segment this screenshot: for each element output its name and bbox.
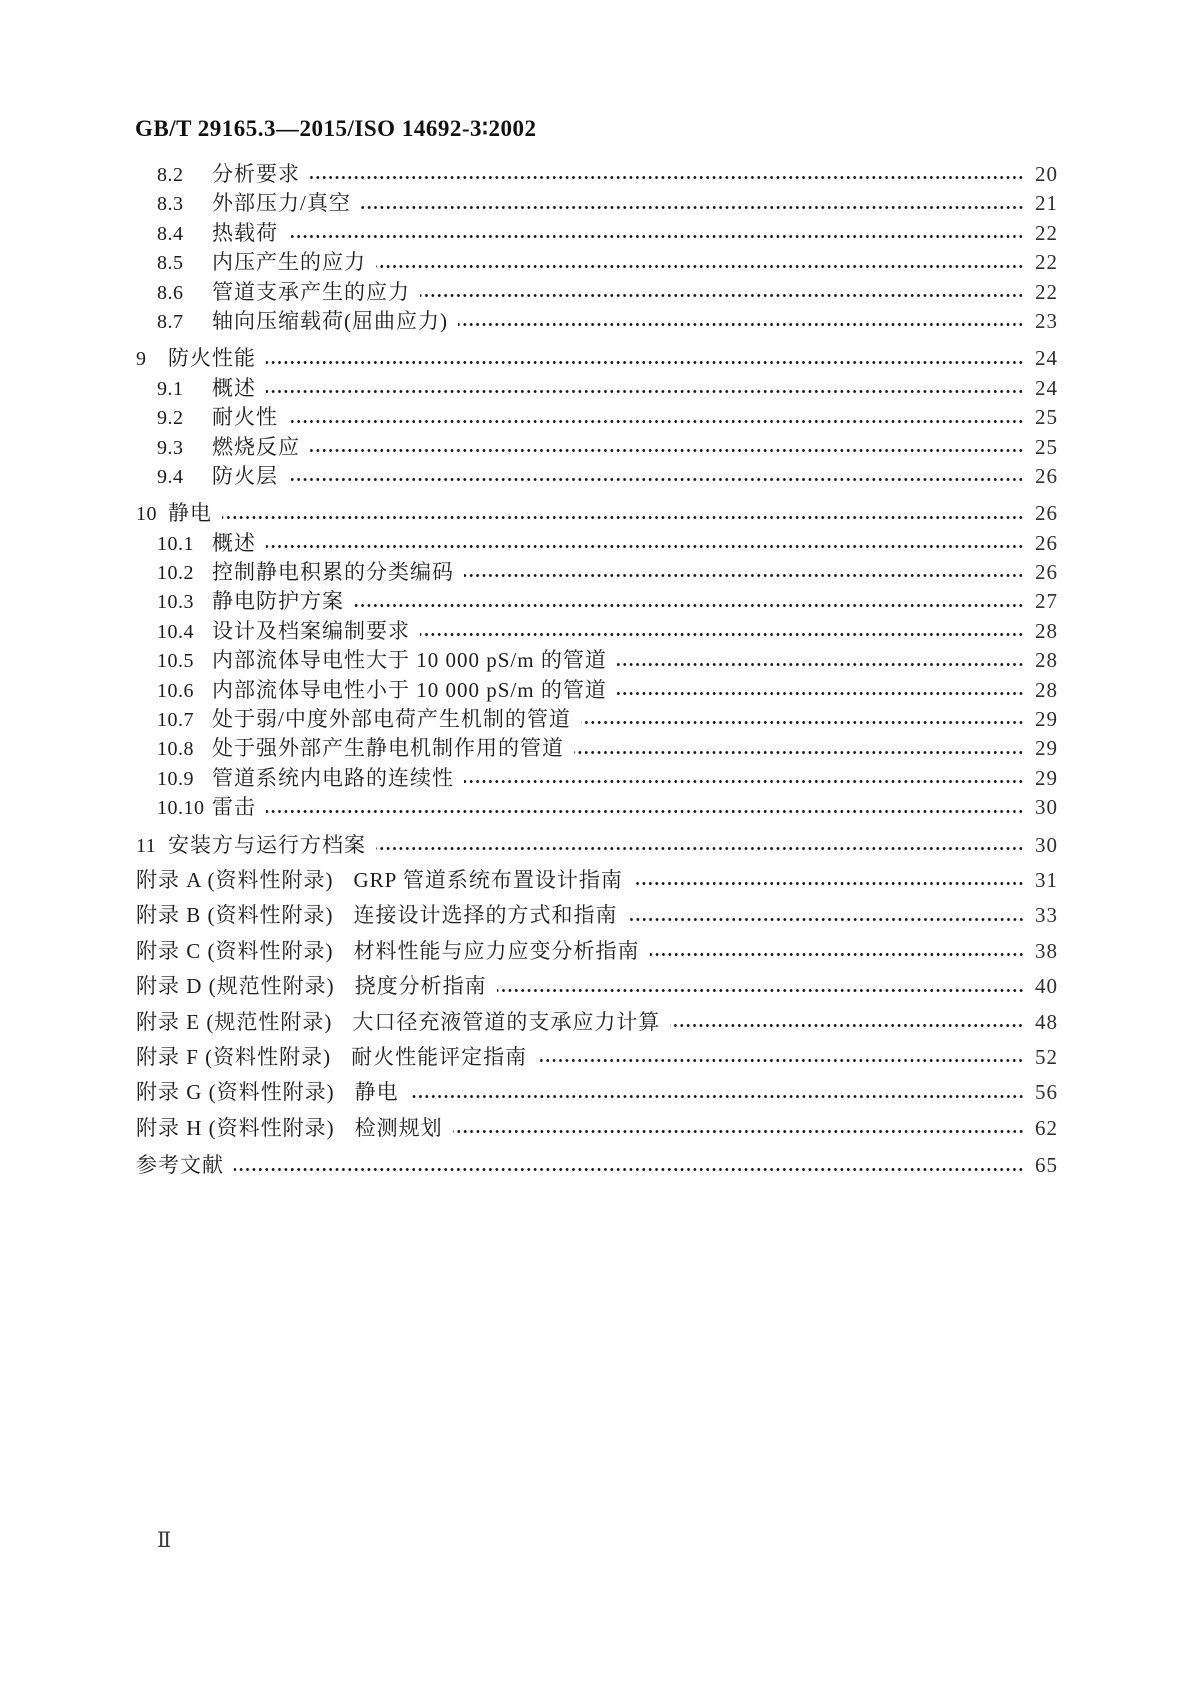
toc-row [136,793,1058,822]
toc-entry-title: 安装方与运行方档案 [168,832,366,857]
toc-entry-page: 52 [1035,1044,1058,1069]
toc-row [136,1151,1058,1180]
toc-entry-number: 10.1 [157,532,194,555]
toc-entry-title: 静电防护方案 [212,589,344,614]
dot-leader [581,720,1024,725]
toc-entry-title: 热载荷 [212,220,278,245]
dot-leader [409,1094,1024,1099]
standard-code-header: GB/T 29165.3—2015/ISO 14692-3∶2002 [135,116,537,141]
dot-leader [420,293,1024,298]
toc-row [136,1078,1058,1107]
toc-row [136,558,1058,587]
toc-entry-page: 56 [1035,1080,1058,1105]
toc-entry-page: 24 [1035,346,1058,371]
toc-entry-number: 10.9 [157,767,194,790]
toc-entry-title: 耐火性能评定指南 [351,1044,528,1069]
toc-entry-number: 9.4 [157,465,184,488]
folio-page-number: Ⅱ [157,1528,172,1552]
toc-entry-title: 内压产生的应力 [212,250,366,275]
dot-leader [537,1058,1024,1063]
toc-entry-page: 30 [1035,832,1058,857]
dot-leader [234,1167,1024,1172]
dot-leader [222,515,1024,520]
toc-entry-page: 30 [1035,795,1058,820]
dot-leader [288,234,1024,239]
toc-entry-title: 静电 [168,501,212,526]
dot-leader [361,205,1024,210]
toc-entry-title: 挠度分析指南 [354,974,487,999]
toc-entry-title: 分析要求 [212,162,300,186]
toc-row [136,676,1058,705]
toc-entry-title: 耐火性 [212,405,278,430]
toc-entry-page: 20 [1035,162,1058,186]
dot-leader [376,846,1024,851]
toc-entry-page: 25 [1035,434,1058,459]
toc-entry-number: 10 [136,503,157,526]
toc-row [136,403,1058,432]
toc-entry-title: 连接设计选择的方式和指南 [353,903,618,928]
toc-entry-title: 防火层 [212,463,278,488]
toc-row [136,764,1058,793]
toc-entry-number: 10.5 [157,650,194,673]
toc-entry-page: 28 [1035,677,1058,702]
toc-entry-number: 8.7 [157,310,184,333]
toc-entry-page: 22 [1035,220,1058,245]
toc-entry-title: 雷击 [212,795,256,820]
toc-entry-page: 48 [1035,1009,1058,1034]
toc-entry-page: 26 [1035,463,1058,488]
table-of-contents [136,160,1058,1181]
toc-entry-number: 附录 B (资料性附录) [136,903,334,928]
toc-entry-page: 26 [1035,560,1058,585]
toc-row [136,248,1058,277]
toc-row [136,462,1058,491]
toc-entry-title: 材料性能与应力应变分析指南 [353,938,640,963]
toc-row [136,433,1058,462]
toc-entry-number: 9.2 [157,407,184,430]
toc-row [136,160,1058,189]
toc-entry-page: 21 [1035,191,1058,216]
toc-entry-page: 29 [1035,765,1058,790]
toc-entry-number: 8.2 [157,164,184,186]
toc-row [136,617,1058,646]
toc-row [136,1043,1058,1072]
toc-entry-page: 26 [1035,501,1058,526]
dot-leader [288,477,1024,482]
dot-leader [376,264,1024,269]
toc-entry-number: 10.4 [157,620,194,643]
toc-row [136,278,1058,307]
toc-row [136,219,1058,248]
dot-leader [628,917,1025,922]
toc-entry-title: 处于强外部产生静电机制作用的管道 [212,736,564,761]
toc-entry-title: 轴向压缩载荷(屈曲应力) [212,308,448,333]
toc-entry-title: 内部流体导电性小于 10 000 pS/m 的管道 [212,677,607,702]
toc-row [136,646,1058,675]
toc-row [136,189,1058,218]
toc-entry-title: 控制静电积累的分类编码 [212,560,454,585]
toc-entry-title: GRP 管道系统布置设计指南 [353,867,623,892]
toc-entry-page: 27 [1035,589,1058,614]
toc-entry-title: 参考文献 [136,1153,224,1178]
toc-row [136,705,1058,734]
toc-entry-title: 管道支承产生的应力 [212,279,410,304]
toc-entry-number: 10.3 [157,591,194,614]
toc-entry-title: 管道系统内电路的连续性 [212,765,454,790]
dot-leader [266,360,1024,365]
toc-entry-page: 29 [1035,736,1058,761]
toc-row [136,972,1058,1001]
toc-entry-page: 40 [1035,974,1058,999]
toc-entry-page: 28 [1035,618,1058,643]
toc-entry-title: 概述 [212,375,256,400]
dot-leader [617,662,1024,667]
toc-row [136,1008,1058,1037]
toc-entry-page: 23 [1035,308,1058,333]
toc-entry-title: 防火性能 [168,346,256,371]
toc-row [136,499,1058,528]
toc-entry-title: 外部压力/真空 [212,191,351,216]
dot-leader [420,632,1024,637]
dot-leader [310,448,1024,453]
toc-entry-title: 处于弱/中度外部电荷产生机制的管道 [212,707,571,732]
toc-entry-page: 29 [1035,707,1058,732]
toc-entry-number: 附录 F (资料性附录) [136,1044,332,1069]
toc-entry-page: 26 [1035,530,1058,555]
toc-row [136,831,1058,860]
toc-row [136,937,1058,966]
toc-entry-page: 38 [1035,938,1058,963]
toc-entry-page: 62 [1035,1115,1058,1140]
toc-entry-title: 检测规划 [354,1115,443,1140]
toc-entry-number: 附录 A (资料性附录) [136,867,334,892]
toc-entry-number: 9.3 [157,436,184,459]
toc-entry-number: 附录 H (资料性附录) [136,1115,335,1140]
toc-entry-title: 设计及档案编制要求 [212,618,410,643]
toc-entry-number: 9 [136,348,147,371]
toc-entry-page: 22 [1035,279,1058,304]
toc-entry-page: 22 [1035,250,1058,275]
toc-row [136,734,1058,763]
toc-entry-title: 静电 [354,1080,399,1105]
toc-entry-number: 10.7 [157,709,194,732]
toc-entry-number: 附录 E (规范性附录) [136,1009,333,1034]
dot-leader [464,573,1024,578]
dot-leader [310,175,1024,180]
toc-entry-number: 8.6 [157,281,184,304]
toc-entry-number: 附录 G (资料性附录) [136,1080,335,1105]
dot-leader [266,544,1024,549]
dot-leader [453,1129,1024,1134]
toc-row [136,901,1058,930]
toc-entry-number: 10.8 [157,738,194,761]
toc-entry-number: 8.5 [157,252,184,275]
toc-row [136,529,1058,558]
toc-entry-number: 11 [136,834,157,857]
toc-entry-page: 28 [1035,648,1058,673]
dot-leader [633,881,1024,886]
dot-leader [288,419,1024,424]
toc-row [136,374,1058,403]
dot-leader [354,603,1024,608]
toc-entry-page: 31 [1035,867,1058,892]
toc-entry-title: 内部流体导电性大于 10 000 pS/m 的管道 [212,648,607,673]
toc-entry-number: 10.6 [157,679,194,702]
toc-entry-page: 24 [1035,375,1058,400]
toc-entry-number: 9.1 [157,377,184,400]
toc-row [136,1114,1058,1143]
toc-entry-number: 8.4 [157,222,184,245]
toc-entry-number: 10.2 [157,562,194,585]
dot-leader [497,988,1024,993]
toc-entry-page: 33 [1035,903,1058,928]
toc-entry-page: 65 [1035,1153,1058,1178]
dot-leader [670,1023,1024,1028]
dot-leader [464,779,1024,784]
toc-entry-title: 概述 [212,530,256,555]
toc-row [136,866,1058,895]
dot-leader [458,322,1024,327]
toc-entry-title: 大口径充液管道的支承应力计算 [352,1009,661,1034]
toc-row [136,307,1058,336]
toc-row [136,587,1058,616]
toc-entry-number: 附录 C (资料性附录) [136,938,334,963]
dot-leader [617,691,1024,696]
toc-entry-page: 25 [1035,405,1058,430]
toc-row [136,344,1058,373]
toc-entry-number: 8.3 [157,193,184,216]
toc-entry-title: 燃烧反应 [212,434,300,459]
toc-entry-number: 10.10 [157,797,205,820]
toc-entry-number: 附录 D (规范性附录) [136,974,335,999]
dot-leader [650,952,1025,957]
dot-leader [266,809,1024,814]
dot-leader [266,389,1024,394]
dot-leader [574,750,1024,755]
